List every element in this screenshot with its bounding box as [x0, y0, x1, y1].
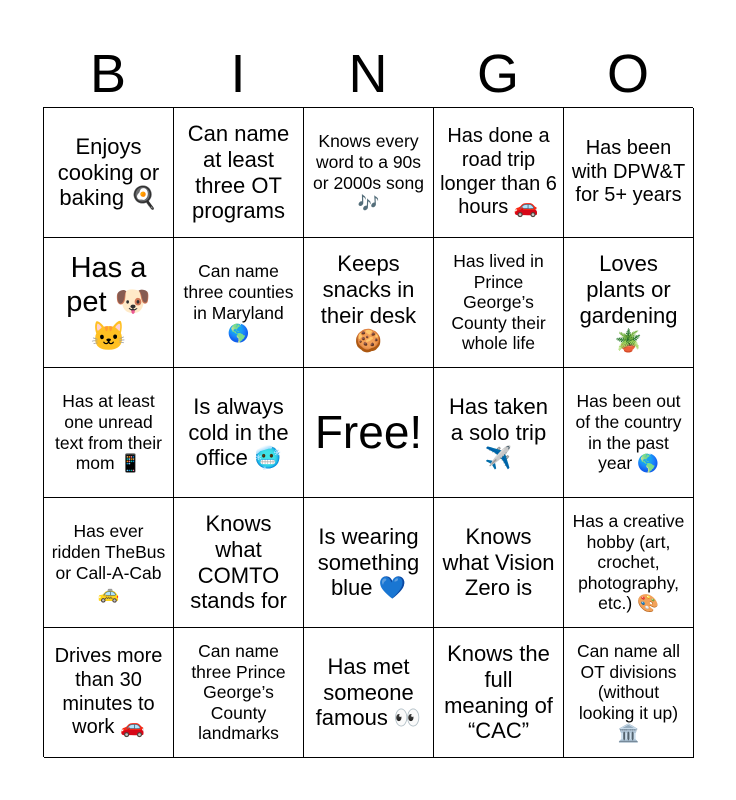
- cell-text: Has been with DPW&T for 5+ years: [571, 137, 686, 207]
- header-letter-i: I: [230, 44, 246, 104]
- bingo-cell[interactable]: [434, 238, 564, 368]
- cell-text: Loves plants or gardening 🪴: [579, 250, 678, 354]
- header-letter-b: B: [89, 44, 127, 104]
- bingo-board: [43, 107, 693, 757]
- cell-text: Can name all OT divisions (without looking it up) 🏛️: [576, 640, 681, 744]
- cell-text: Can name three counties in Maryland 🌎: [183, 261, 294, 344]
- bingo-cell[interactable]: [434, 108, 564, 238]
- bingo-cell[interactable]: [44, 368, 174, 498]
- bingo-cell[interactable]: [434, 368, 564, 498]
- bingo-cell[interactable]: [44, 498, 174, 628]
- header-letter-g: G: [476, 44, 519, 104]
- cell-text: Can name three Prince George’s County landmarks: [191, 640, 286, 744]
- cell-text: Drives more than 30 minutes to work 🚗: [54, 645, 163, 739]
- cell-text: Has been out of the country in the past year 🌎: [575, 391, 682, 474]
- cell-text: Has done a road trip longer than 6 hours 🚗: [440, 125, 557, 219]
- bingo-cell[interactable]: [44, 628, 174, 758]
- bingo-header: [43, 42, 693, 106]
- bingo-cell[interactable]: [564, 498, 694, 628]
- cell-text: Has a creative hobby (art, crochet, photography, etc.) 🎨: [572, 510, 685, 614]
- bingo-cell[interactable]: [434, 498, 564, 628]
- bingo-cell[interactable]: [304, 498, 434, 628]
- bingo-cell[interactable]: [174, 498, 304, 628]
- free-space-cell[interactable]: [304, 368, 434, 498]
- cell-text: Has at least one unread text from their mom 📱: [55, 391, 162, 474]
- bingo-cell[interactable]: [44, 108, 174, 238]
- bingo-cell[interactable]: [174, 368, 304, 498]
- cell-text: Knows what COMTO stands for: [190, 510, 287, 614]
- header-letter-n: N: [348, 44, 388, 104]
- bingo-cell[interactable]: [174, 628, 304, 758]
- bingo-cell[interactable]: [434, 628, 564, 758]
- bingo-cell[interactable]: [564, 368, 694, 498]
- free-space-text: Free!: [314, 406, 423, 459]
- bingo-cell[interactable]: [174, 108, 304, 238]
- cell-text: Has met someone famous 👀: [315, 653, 422, 731]
- cell-text: Knows the full meaning of “CAC”: [444, 640, 553, 744]
- header-letter-o: O: [606, 44, 649, 104]
- cell-text: Has taken a solo trip ✈️: [448, 393, 549, 471]
- bingo-cell[interactable]: [304, 238, 434, 368]
- cell-text: Is wearing something blue 💙: [317, 523, 420, 601]
- cell-text: Has ever ridden TheBus or Call-A-Cab 🚕: [51, 521, 166, 604]
- bingo-cell[interactable]: [564, 628, 694, 758]
- cell-text: Knows what Vision Zero is: [442, 523, 555, 601]
- bingo-cell[interactable]: [564, 108, 694, 238]
- cell-text: Has lived in Prince George’s County their whole life: [451, 250, 546, 354]
- bingo-cell[interactable]: [44, 238, 174, 368]
- bingo-cell[interactable]: [304, 108, 434, 238]
- bingo-cell[interactable]: [564, 238, 694, 368]
- cell-text: Keeps snacks in their desk 🍪: [320, 250, 417, 354]
- cell-text: Can name at least three OT programs: [187, 120, 290, 224]
- cell-text: Enjoys cooking or baking 🍳: [57, 133, 160, 211]
- cell-text: Has a pet 🐶🐱: [66, 252, 151, 353]
- bingo-cell[interactable]: [174, 238, 304, 368]
- cell-text: Knows every word to a 90s or 2000s song 🎶: [313, 131, 424, 214]
- bingo-cell[interactable]: [304, 628, 434, 758]
- cell-text: Is always cold in the office 🥶: [188, 393, 289, 471]
